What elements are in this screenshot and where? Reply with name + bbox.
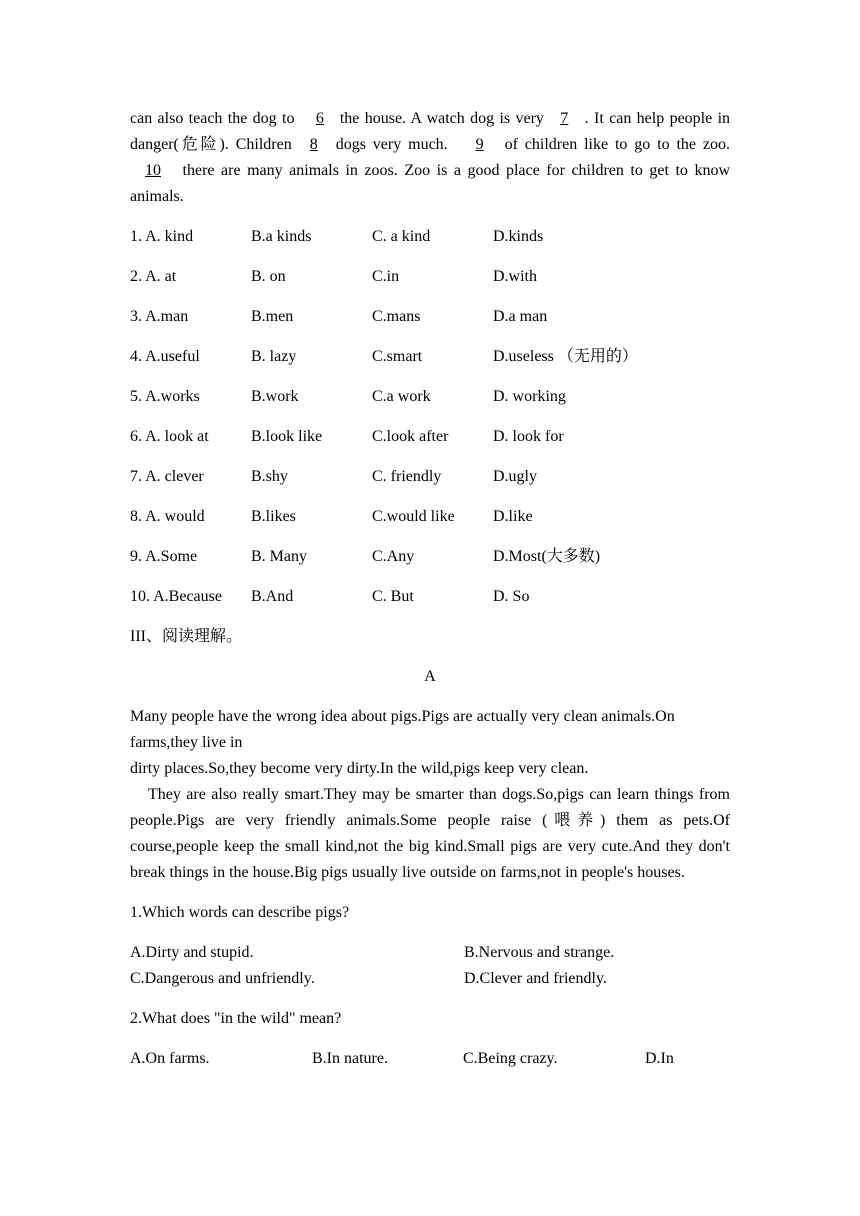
option-c: C.a work — [372, 388, 431, 405]
option-c: C.in — [372, 268, 400, 285]
option-b: B.And — [251, 588, 294, 605]
passage-text: of children like to go to the zoo. — [504, 136, 731, 153]
option-a: 10. A.Because — [130, 588, 222, 605]
option-row — [130, 384, 730, 410]
option-c: C. a kind — [372, 228, 431, 245]
passage-label: A — [424, 668, 436, 685]
passage-text: dogs very much. — [335, 136, 455, 153]
option-row — [130, 544, 730, 570]
reading-paragraph-1a: Many people have the wrong idea about pigs.Pigs are actually very clean animals.On farms,they live in — [130, 708, 675, 751]
option-c: C.would like — [372, 508, 455, 525]
option-row — [130, 224, 730, 250]
option-row — [130, 504, 730, 530]
passage-text: . It can help people in danger(危险). Children — [130, 110, 731, 153]
option-b: B.work — [251, 388, 299, 405]
reading-paragraph-2: They are also really smart.They may be smarter than dogs.So,pigs can learn things from people.Pigs are very friendly animals.Some people raise (喂养) them as pets.Of course,people keep the small kind,not the big kind.Small pigs are very cute.And they don't break things in the house.Big pigs usually live outside on farms,not in people's houses. — [130, 786, 730, 881]
blank-6: 6 — [315, 110, 324, 127]
option-a: 3. A.man — [130, 308, 189, 325]
option-d: D.like — [493, 508, 533, 525]
option-c: C.Being crazy. — [463, 1050, 558, 1067]
option-c: C.Dangerous and unfriendly. — [130, 970, 315, 987]
option-b: B. lazy — [251, 348, 297, 365]
option-b: B.look like — [251, 428, 323, 445]
option-a: 7. A. clever — [130, 468, 204, 485]
blank-10: 10 — [145, 162, 161, 179]
option-row — [130, 464, 730, 490]
section-title: III、阅读理解。 — [130, 628, 242, 645]
option-b: B.a kinds — [251, 228, 312, 245]
option-c: C. But — [372, 588, 414, 605]
passage-text: the house. A watch dog is very — [339, 110, 550, 127]
option-row — [130, 304, 730, 330]
option-row — [130, 424, 730, 450]
option-d: D.a man — [493, 308, 548, 325]
question-1-options — [130, 940, 730, 992]
option-d: D.kinds — [493, 228, 544, 245]
option-a: A.On farms. — [130, 1050, 210, 1067]
option-d: D.In — [645, 1050, 674, 1067]
reading-paragraph-1b: dirty places.So,they become very dirty.In the wild,pigs keep very clean. — [130, 760, 589, 777]
option-c: C.smart — [372, 348, 423, 365]
option-d: D. So — [493, 588, 530, 605]
passage-text: there are many animals in zoos. Zoo is a good place for children to get to know animals. — [130, 162, 730, 205]
question-2: 2.What does "in the wild" mean? — [130, 1010, 342, 1027]
blank-7: 7 — [560, 110, 569, 127]
document-page — [130, 106, 730, 1072]
option-a: 1. A. kind — [130, 228, 194, 245]
option-d: D. look for — [493, 428, 564, 445]
option-b: B.In nature. — [312, 1050, 388, 1067]
option-c: C. friendly — [372, 468, 442, 485]
option-a: 9. A.Some — [130, 548, 198, 565]
option-d: D.useless （无用的） — [493, 348, 638, 365]
option-row — [130, 940, 730, 966]
option-row — [130, 584, 730, 610]
option-a: A.Dirty and stupid. — [130, 944, 254, 961]
option-d: D.ugly — [493, 468, 537, 485]
option-a: 6. A. look at — [130, 428, 209, 445]
option-c: C.mans — [372, 308, 421, 325]
question-2-options — [130, 1046, 730, 1072]
option-row — [130, 966, 730, 992]
option-b: B. Many — [251, 548, 307, 565]
option-d: D.Clever and friendly. — [464, 970, 607, 987]
option-b: B.Nervous and strange. — [464, 944, 615, 961]
option-a: 2. A. at — [130, 268, 177, 285]
options-list — [130, 224, 730, 610]
option-a: 4. A.useful — [130, 348, 200, 365]
option-b: B. on — [251, 268, 286, 285]
blank-8: 8 — [309, 136, 318, 153]
question-1: 1.Which words can describe pigs? — [130, 904, 350, 921]
option-row — [130, 344, 730, 370]
option-d: D.with — [493, 268, 537, 285]
option-c: C.look after — [372, 428, 449, 445]
option-row — [130, 264, 730, 290]
option-c: C.Any — [372, 548, 415, 565]
blank-9: 9 — [475, 136, 484, 153]
reading-passage — [130, 704, 730, 886]
option-b: B.shy — [251, 468, 288, 485]
option-b: B.likes — [251, 508, 296, 525]
option-d: D. working — [493, 388, 566, 405]
passage-text: can also teach the dog to — [130, 110, 300, 127]
option-b: B.men — [251, 308, 294, 325]
option-a: 8. A. would — [130, 508, 205, 525]
option-d: D.Most(大多数) — [493, 548, 601, 565]
option-a: 5. A.works — [130, 388, 200, 405]
cloze-passage — [130, 106, 730, 210]
